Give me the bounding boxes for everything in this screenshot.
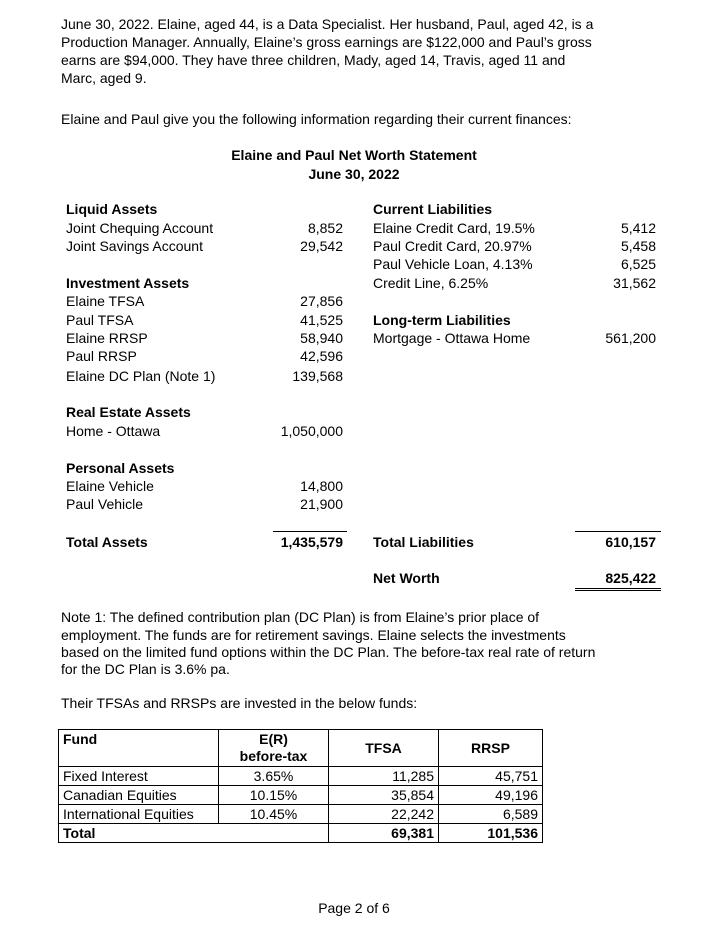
note-line: based on the limited fund options within the DC Plan. The before-tax real rate of return (61, 644, 596, 660)
asset-label: Elaine RRSP (66, 330, 148, 346)
fund-rrsp: 6,589 (439, 805, 543, 824)
asset-value: 41,525 (300, 312, 343, 328)
header-fund: Fund (59, 730, 219, 767)
liquid-assets-heading: Liquid Assets (66, 201, 158, 217)
liability-value: 31,562 (613, 275, 656, 291)
fund-rrsp: 49,196 (439, 786, 543, 805)
total-liabilities-rule (575, 531, 661, 532)
total-label: Total (59, 824, 329, 843)
asset-label: Paul Vehicle (66, 496, 144, 512)
total-rrsp: 101,536 (439, 824, 543, 843)
liability-label: Paul Credit Card, 20.97% (373, 238, 532, 254)
long-term-liabilities-heading: Long-term Liabilities (373, 312, 511, 328)
fund-return: 3.65% (219, 767, 329, 786)
intro-line: Production Manager. Annually, Elaine’s gross earnings are $122,000 and Paul’s gross (61, 34, 592, 50)
current-liabilities-heading: Current Liabilities (373, 201, 493, 217)
net-worth-label: Net Worth (373, 570, 440, 586)
header-rrsp: RRSP (439, 730, 543, 767)
asset-label: Elaine TFSA (66, 293, 145, 309)
fund-return: 10.15% (219, 786, 329, 805)
fund-name: Canadian Equities (59, 786, 219, 805)
total-assets-rule (273, 531, 347, 532)
asset-label: Paul RRSP (66, 348, 137, 364)
header-er-line2: before-tax (239, 748, 308, 764)
fund-name: International Equities (59, 805, 219, 824)
asset-label: Joint Chequing Account (66, 220, 214, 236)
net-worth-double-rule (575, 588, 661, 591)
intro-line: June 30, 2022. Elaine, aged 44, is a Data Specialist. Her husband, Paul, aged 42, is a (61, 16, 594, 32)
header-er-line1: E(R) (259, 731, 288, 747)
fund-tfsa: 22,242 (329, 805, 439, 824)
total-assets-label: Total Assets (66, 534, 148, 550)
table-row (59, 767, 543, 786)
statement-date: June 30, 2022 (308, 166, 400, 182)
asset-value: 42,596 (300, 348, 343, 364)
intro-line: Marc, aged 9. (61, 70, 147, 86)
lead-text: Elaine and Paul give you the following information regarding their current finances: (61, 111, 572, 127)
asset-label: Home - Ottawa (66, 423, 161, 439)
header-expected-return (219, 730, 329, 767)
fund-return: 10.45% (219, 805, 329, 824)
liability-value: 561,200 (605, 330, 656, 346)
fund-name: Fixed Interest (59, 767, 219, 786)
note-line: for the DC Plan is 3.6% pa. (61, 661, 230, 677)
note-line: employment. The funds are for retirement savings. Elaine selects the investments (61, 627, 566, 643)
total-liabilities-value: 610,157 (605, 534, 656, 550)
fund-tfsa: 35,854 (329, 786, 439, 805)
asset-label: Paul TFSA (66, 312, 134, 328)
liability-label: Paul Vehicle Loan, 4.13% (373, 256, 533, 272)
fund-tfsa: 11,285 (329, 767, 439, 786)
table-row (59, 786, 543, 805)
asset-value: 8,852 (307, 220, 343, 236)
asset-value: 1,050,000 (280, 423, 343, 439)
net-worth-value: 825,422 (605, 570, 656, 586)
asset-value: 29,542 (300, 238, 343, 254)
asset-value: 139,568 (292, 368, 343, 384)
asset-value: 27,856 (300, 293, 343, 309)
asset-label: Joint Savings Account (66, 238, 203, 254)
asset-label: Elaine Vehicle (66, 478, 154, 494)
total-liabilities-label: Total Liabilities (373, 534, 474, 550)
page-number: Page 2 of 6 (318, 900, 390, 916)
fund-rrsp: 45,751 (439, 767, 543, 786)
table-header-row (59, 730, 543, 767)
header-tfsa: TFSA (329, 730, 439, 767)
real-estate-heading: Real Estate Assets (66, 404, 191, 420)
note-line: Note 1: The defined contribution plan (DC Plan) is from Elaine’s prior place of (61, 609, 540, 625)
total-assets-value: 1,435,579 (280, 534, 343, 550)
asset-value: 14,800 (300, 478, 343, 494)
funds-lead-text: Their TFSAs and RRSPs are invested in the below funds: (61, 695, 418, 711)
personal-assets-heading: Personal Assets (66, 460, 175, 476)
intro-line: earns are $94,000. They have three children, Mady, aged 14, Travis, aged 11 and (61, 52, 566, 68)
table-total-row (59, 824, 543, 843)
asset-value: 58,940 (300, 330, 343, 346)
statement-title: Elaine and Paul Net Worth Statement (231, 147, 477, 163)
liability-value: 5,412 (620, 220, 656, 236)
liability-label: Mortgage - Ottawa Home (373, 330, 531, 346)
total-tfsa: 69,381 (329, 824, 439, 843)
table-row (59, 805, 543, 824)
asset-label: Elaine DC Plan (Note 1) (66, 368, 216, 384)
liability-label: Credit Line, 6.25% (373, 275, 489, 291)
asset-value: 21,900 (300, 496, 343, 512)
funds-table (58, 729, 543, 843)
liability-value: 5,458 (620, 238, 656, 254)
investment-assets-heading: Investment Assets (66, 275, 190, 291)
liability-label: Elaine Credit Card, 19.5% (373, 220, 535, 236)
liability-value: 6,525 (620, 256, 656, 272)
